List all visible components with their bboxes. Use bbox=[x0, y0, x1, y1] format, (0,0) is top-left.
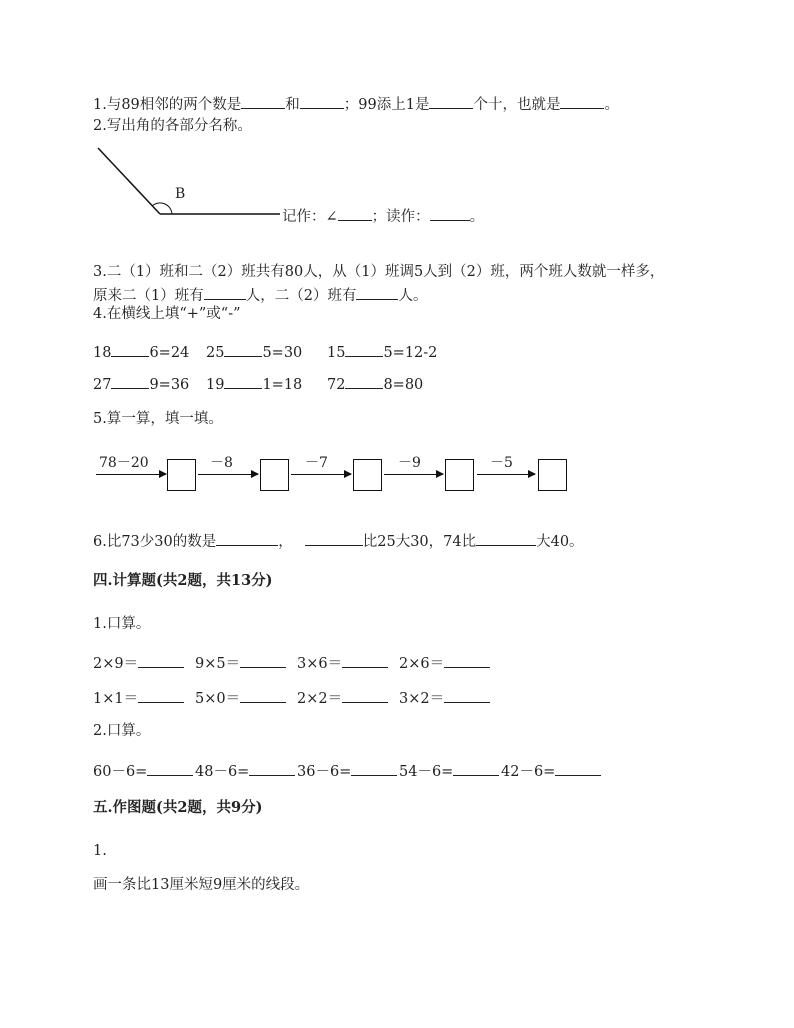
section-5-heading: 五.作图题(共2题，共9分) bbox=[93, 799, 263, 816]
answer-box[interactable] bbox=[538, 459, 567, 491]
angle-figure bbox=[90, 140, 290, 225]
arrow bbox=[96, 474, 166, 475]
answer-blank[interactable] bbox=[305, 531, 363, 546]
arrow bbox=[291, 474, 351, 475]
answer-blank[interactable] bbox=[444, 653, 490, 668]
answer-blank[interactable] bbox=[476, 531, 536, 546]
answer-blank[interactable] bbox=[453, 761, 499, 776]
chain-step: －8 bbox=[210, 455, 233, 471]
answer-blank[interactable] bbox=[204, 285, 246, 300]
q4-row bbox=[93, 374, 423, 393]
q4-item: 15 5=12-2 bbox=[327, 342, 437, 361]
section-4-heading: 四.计算题(共2题，共13分) bbox=[93, 572, 273, 589]
chain-step: －5 bbox=[490, 455, 513, 471]
answer-blank[interactable] bbox=[241, 94, 285, 109]
chain-step: －7 bbox=[305, 455, 328, 471]
answer-blank[interactable] bbox=[345, 342, 383, 357]
answer-blank[interactable] bbox=[138, 653, 184, 668]
arrow bbox=[477, 474, 535, 475]
question-4-title: 4.在横线上填“+”或“-” bbox=[93, 306, 241, 322]
calc-1-row: 2×9＝ 9×5＝ 3×6＝ 2×6＝ bbox=[93, 652, 490, 673]
vertex-label: B bbox=[175, 186, 186, 202]
answer-blank[interactable] bbox=[444, 688, 490, 703]
question-5-title: 5.算一算，填一填。 bbox=[93, 411, 223, 427]
answer-box[interactable] bbox=[260, 459, 289, 491]
question-2-answer: 记作：∠ ；读作： 。 bbox=[282, 206, 484, 226]
answer-blank[interactable] bbox=[345, 374, 383, 389]
arrow bbox=[198, 474, 258, 475]
question-2-title: 2.写出角的各部分名称。 bbox=[93, 118, 252, 134]
answer-blank[interactable] bbox=[338, 206, 372, 221]
answer-blank[interactable] bbox=[224, 374, 262, 389]
answer-blank[interactable] bbox=[240, 653, 286, 668]
answer-blank[interactable] bbox=[138, 688, 184, 703]
answer-blank[interactable] bbox=[429, 94, 473, 109]
q4-item: 19 1=18 bbox=[206, 374, 327, 393]
answer-blank[interactable] bbox=[560, 94, 604, 109]
answer-blank[interactable] bbox=[224, 342, 262, 357]
q4-item: 18 6=24 bbox=[93, 342, 206, 361]
chain-step: －9 bbox=[398, 455, 421, 471]
question-6: 6.比73少30的数是 ， 比25大30，74比 大40。 bbox=[93, 531, 584, 551]
answer-blank[interactable] bbox=[351, 761, 397, 776]
answer-blank[interactable] bbox=[147, 761, 193, 776]
answer-box[interactable] bbox=[353, 459, 382, 491]
answer-blank[interactable] bbox=[216, 531, 278, 546]
calc-2-title: 2.口算。 bbox=[93, 723, 151, 739]
q4-item: 27 9=36 bbox=[93, 374, 206, 393]
answer-blank[interactable] bbox=[555, 761, 601, 776]
answer-box[interactable] bbox=[167, 459, 196, 491]
q4-row bbox=[93, 342, 437, 361]
question-3-line1: 3.二（1）班和二（2）班共有80人，从（1）班调5人到（2）班，两个班人数就一样多， bbox=[93, 264, 665, 280]
question-1: 1.与89相邻的两个数是 和 ；99添上1是 个十，也就是 。 bbox=[93, 94, 619, 114]
calc-2-row: 60－6= 48－6= 36－6= 54－6= 42－6= bbox=[93, 760, 601, 781]
answer-blank[interactable] bbox=[249, 761, 295, 776]
calc-1-title: 1.口算。 bbox=[93, 616, 151, 632]
answer-box[interactable] bbox=[445, 459, 474, 491]
arrow bbox=[384, 474, 443, 475]
answer-blank[interactable] bbox=[111, 374, 149, 389]
chain-start: 78－20 bbox=[99, 455, 149, 471]
answer-blank[interactable] bbox=[356, 285, 398, 300]
answer-blank[interactable] bbox=[240, 688, 286, 703]
q4-item: 72 8=80 bbox=[327, 374, 423, 393]
answer-blank[interactable] bbox=[300, 94, 344, 109]
q4-item: 25 5=30 bbox=[206, 342, 327, 361]
question-3-line2: 原来二（1）班有 人，二（2）班有 人。 bbox=[93, 285, 427, 305]
calc-1-row: 1×1＝ 5×0＝ 2×2＝ 3×2＝ bbox=[93, 687, 490, 708]
answer-blank[interactable] bbox=[111, 342, 149, 357]
draw-1-text: 画一条比13厘米短9厘米的线段。 bbox=[93, 877, 310, 893]
answer-blank[interactable] bbox=[342, 688, 388, 703]
draw-1-number: 1. bbox=[93, 843, 107, 859]
answer-blank[interactable] bbox=[342, 653, 388, 668]
answer-blank[interactable] bbox=[430, 206, 470, 221]
